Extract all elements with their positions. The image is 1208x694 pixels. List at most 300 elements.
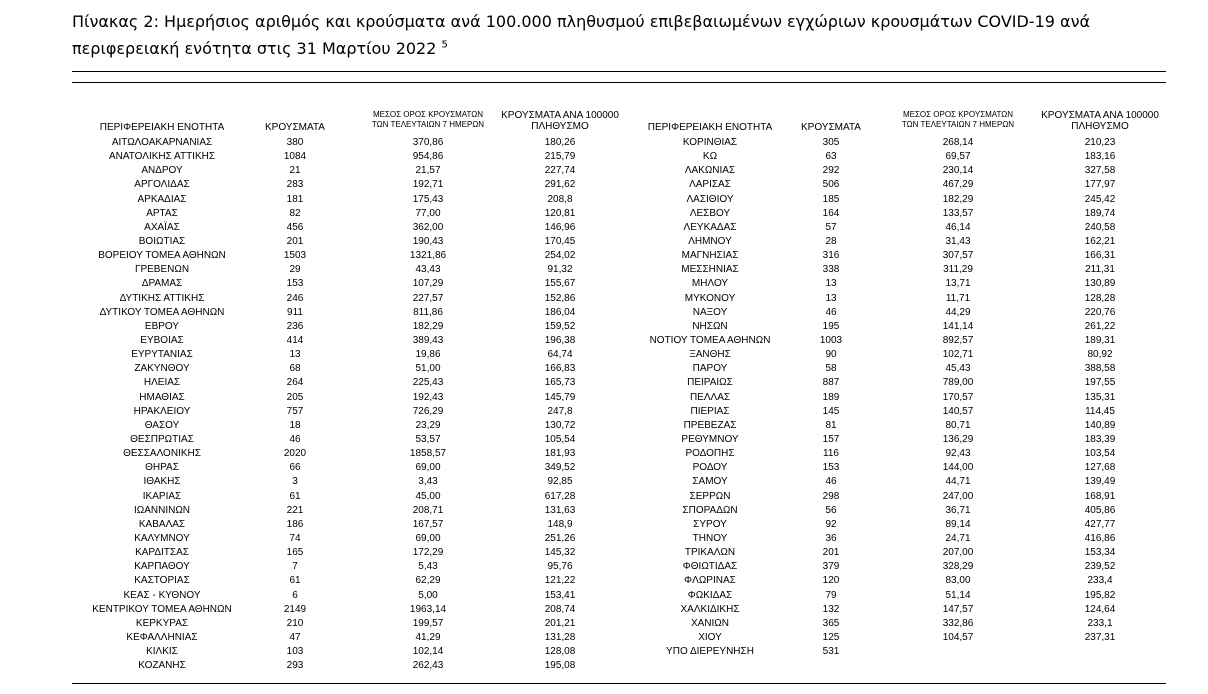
right-unit-cell: ΞΑΝΘΗΣ [689, 349, 731, 361]
left-unit-cell: ΚΕΦΑΛΛΗΝΙΑΣ [126, 631, 198, 643]
left-avg-cell: 370,86 [412, 137, 444, 148]
right-unit-cell: ΥΠΟ ΔΙΕΡΕΥΝΗΣΗ [666, 646, 754, 658]
left-avg-cell: 182,29 [412, 320, 444, 332]
left-cases-cell: 236 [286, 320, 304, 332]
left-per100k-cell: 180,26 [544, 137, 576, 148]
table-row [72, 617, 1166, 631]
left-cases-cell: 210 [286, 617, 304, 629]
left-unit-cell: ΑΧΑΪΑΣ [144, 221, 180, 233]
table-row [72, 292, 1166, 306]
left-unit-cell: ΑΝΔΡΟΥ [141, 165, 183, 177]
right-per100k-cell: 128,28 [1084, 292, 1116, 304]
header-avg-right-line2: ΤΩΝ ΤΕΛΕΥΤΑΙΩΝ 7 ΗΜΕΡΩΝ [901, 120, 1015, 129]
table-top-border [72, 82, 1166, 83]
right-cases-cell: 13 [825, 292, 837, 304]
left-per100k-cell: 196,38 [544, 334, 576, 346]
left-per100k-cell: 215,79 [544, 151, 576, 163]
table-row [72, 207, 1166, 221]
table-header [72, 108, 1166, 136]
header-avg-left [358, 110, 498, 130]
table-row [72, 178, 1166, 192]
left-unit-cell: ΔΥΤΙΚΟΥ ΤΟΜΕΑ ΑΘΗΝΩΝ [99, 306, 225, 318]
right-unit-cell: ΚΟΡΙΝΘΙΑΣ [682, 137, 738, 148]
left-avg-cell: 811,86 [413, 306, 443, 318]
left-unit-cell: ΙΚΑΡΙΑΣ [142, 490, 182, 502]
right-per100k-cell: 197,55 [1084, 377, 1116, 389]
right-avg-cell: 24,71 [945, 532, 971, 544]
right-cases-cell: 292 [822, 165, 840, 177]
right-unit-cell: ΛΑΣΙΘΙΟΥ [686, 193, 734, 205]
left-avg-cell: 107,29 [412, 278, 444, 290]
right-cases-cell: 132 [822, 603, 840, 615]
left-cases-cell: 246 [286, 292, 304, 304]
left-per100k-cell: 131,63 [544, 504, 576, 516]
right-cases-cell: 316 [822, 250, 840, 262]
left-unit-cell: ΔΡΑΜΑΣ [141, 278, 183, 290]
left-cases-cell: 380 [286, 137, 304, 148]
left-avg-cell: 43,43 [415, 264, 441, 276]
left-avg-cell: 175,43 [412, 193, 444, 205]
table-row [72, 490, 1166, 504]
right-avg-cell: 182,29 [942, 193, 974, 205]
right-per100k-cell: 124,64 [1084, 603, 1116, 615]
left-avg-cell: 362,00 [412, 221, 444, 233]
right-per100k-cell: 140,89 [1084, 419, 1116, 431]
right-avg-cell: 328,29 [942, 561, 974, 573]
table-row [72, 362, 1166, 376]
left-avg-cell: 102,14 [412, 646, 444, 658]
table-row [72, 504, 1166, 518]
left-cases-cell: 221 [286, 504, 304, 516]
right-avg-cell: 51,14 [945, 589, 971, 601]
right-unit-cell: ΦΛΩΡΙΝΑΣ [684, 575, 736, 587]
right-cases-cell: 298 [822, 490, 840, 502]
left-per100k-cell: 208,74 [544, 603, 576, 615]
right-cases-cell: 305 [822, 137, 840, 148]
right-cases-cell: 58 [825, 363, 837, 375]
right-per100k-cell: 139,49 [1084, 476, 1116, 488]
right-per100k-cell: 183,16 [1084, 151, 1116, 163]
left-cases-cell: 66 [289, 462, 301, 474]
right-per100k-cell: 210,23 [1084, 137, 1116, 148]
left-avg-cell: 954,86 [412, 151, 444, 163]
right-cases-cell: 63 [825, 151, 837, 163]
table-row [72, 589, 1166, 603]
left-cases-cell: 264 [286, 377, 304, 389]
header-avg-left-line1: ΜΕΣΟΣ ΟΡΟΣ ΚΡΟΥΣΜΑΤΩΝ [372, 110, 484, 119]
right-avg-cell: 307,57 [942, 250, 974, 262]
left-unit-cell: ΖΑΚΥΝΘΟΥ [134, 363, 190, 375]
table-row [72, 603, 1166, 617]
left-cases-cell: 103 [286, 646, 304, 658]
left-per100k-cell: 247,8 [547, 405, 573, 417]
left-cases-cell: 293 [286, 660, 304, 672]
left-avg-cell: 77,00 [415, 207, 441, 219]
right-unit-cell: ΦΩΚΙΔΑΣ [687, 589, 733, 601]
left-avg-cell: 69,00 [415, 532, 441, 544]
left-avg-cell: 23,29 [415, 419, 441, 431]
right-avg-cell: 311,29 [943, 264, 973, 276]
left-avg-cell: 5,00 [418, 589, 438, 601]
header-unit-right: ΠΕΡΙΦΕΡΕΙΑΚΗ ΕΝΟΤΗΤΑ [647, 122, 773, 133]
right-cases-cell: 56 [825, 504, 837, 516]
right-unit-cell: ΧΑΝΙΩΝ [690, 617, 730, 629]
header-per100k-left [492, 110, 628, 132]
table-caption [72, 8, 1172, 62]
table-bottom-border [72, 683, 1166, 684]
right-cases-cell: 36 [825, 532, 837, 544]
left-cases-cell: 2149 [283, 603, 307, 615]
table-row [72, 376, 1166, 390]
table-row [72, 645, 1166, 659]
table-row [72, 546, 1166, 560]
left-per100k-cell: 251,26 [544, 532, 576, 544]
right-avg-cell: 44,29 [945, 306, 971, 318]
right-cases-cell: 28 [825, 235, 837, 247]
left-cases-cell: 61 [289, 490, 301, 502]
right-per100k-cell: 211,31 [1085, 264, 1115, 276]
left-avg-cell: 172,29 [412, 547, 444, 559]
header-per100k-right [1034, 110, 1166, 132]
left-avg-cell: 1963,14 [409, 603, 447, 615]
left-avg-cell: 192,43 [412, 391, 444, 403]
left-cases-cell: 165 [286, 547, 304, 559]
left-avg-cell: 51,00 [415, 363, 441, 375]
right-per100k-cell: 416,86 [1084, 532, 1116, 544]
left-unit-cell: ΙΘΑΚΗΣ [143, 476, 181, 488]
left-per100k-cell: 95,76 [547, 561, 573, 573]
left-avg-cell: 192,71 [412, 179, 444, 191]
left-unit-cell: ΑΡΤΑΣ [146, 207, 178, 219]
right-per100k-cell: 127,68 [1084, 462, 1116, 474]
left-avg-cell: 1321,86 [409, 250, 447, 262]
right-per100k-cell: 153,34 [1084, 547, 1116, 559]
left-per100k-cell: 153,41 [544, 589, 576, 601]
right-unit-cell: ΜΑΓΝΗΣΙΑΣ [681, 250, 739, 262]
left-unit-cell: ΘΕΣΠΡΩΤΙΑΣ [130, 433, 194, 445]
left-per100k-cell: 152,86 [544, 292, 576, 304]
right-unit-cell: ΠΡΕΒΕΖΑΣ [683, 419, 737, 431]
right-per100k-cell: 427,77 [1084, 518, 1116, 530]
left-avg-cell: 21,57 [415, 165, 441, 177]
table-row [72, 136, 1166, 150]
right-avg-cell: 147,57 [942, 603, 974, 615]
left-avg-cell: 208,71 [412, 504, 444, 516]
right-avg-cell: 46,14 [945, 221, 971, 233]
right-cases-cell: 90 [825, 349, 837, 361]
header-cases-right: ΚΡΟΥΣΜΑΤΑ [801, 122, 861, 133]
right-avg-cell: 170,57 [942, 391, 974, 403]
right-avg-cell: 89,14 [945, 518, 971, 530]
left-per100k-cell: 148,9 [547, 518, 573, 530]
left-per100k-cell: 227,74 [544, 165, 576, 177]
right-per100k-cell: 233,1 [1087, 617, 1113, 629]
left-per100k-cell: 195,08 [544, 660, 576, 672]
right-cases-cell: 189 [822, 391, 840, 403]
right-unit-cell: ΧΙΟΥ [698, 631, 722, 643]
left-cases-cell: 201 [286, 235, 304, 247]
right-unit-cell: ΜΕΣΣΗΝΙΑΣ [681, 264, 739, 276]
left-per100k-cell: 145,79 [544, 391, 576, 403]
header-avg-right-line1: ΜΕΣΟΣ ΟΡΟΣ ΚΡΟΥΣΜΑΤΩΝ [902, 110, 1014, 119]
right-cases-cell: 164 [822, 207, 840, 219]
right-cases-cell: 157 [822, 433, 840, 445]
right-unit-cell: ΛΗΜΝΟΥ [688, 235, 732, 247]
left-per100k-cell: 186,04 [544, 306, 576, 318]
left-avg-cell: 1858,57 [409, 448, 447, 460]
left-unit-cell: ΑΡΚΑΔΙΑΣ [137, 193, 187, 205]
left-avg-cell: 726,29 [412, 405, 444, 417]
right-per100k-cell: 114,45 [1085, 405, 1115, 417]
right-avg-cell: 247,00 [942, 490, 974, 502]
left-per100k-cell: 91,32 [547, 264, 573, 276]
right-cases-cell: 46 [825, 306, 837, 318]
table-row [72, 475, 1166, 489]
left-cases-cell: 21 [289, 165, 301, 177]
table-row [72, 277, 1166, 291]
right-cases-cell: 92 [825, 518, 837, 530]
right-unit-cell: ΠΙΕΡΙΑΣ [690, 405, 730, 417]
right-unit-cell: ΜΗΛΟΥ [691, 278, 729, 290]
table-row [72, 532, 1166, 546]
left-cases-cell: 414 [286, 334, 304, 346]
left-avg-cell: 199,57 [412, 617, 444, 629]
left-per100k-cell: 131,28 [544, 631, 576, 643]
left-per100k-cell: 254,02 [544, 250, 576, 262]
right-avg-cell: 69,57 [945, 151, 971, 163]
right-cases-cell: 145 [822, 405, 840, 417]
left-unit-cell: ΚΕΝΤΡΙΚΟΥ ΤΟΜΕΑ ΑΘΗΝΩΝ [92, 603, 232, 615]
right-unit-cell: ΛΑΡΙΣΑΣ [689, 179, 731, 191]
left-per100k-cell: 617,28 [544, 490, 576, 502]
left-per100k-cell: 201,21 [544, 617, 576, 629]
left-cases-cell: 13 [289, 349, 301, 361]
right-cases-cell: 81 [825, 419, 837, 431]
right-unit-cell: ΝΑΞΟΥ [692, 306, 728, 318]
right-cases-cell: 185 [822, 193, 840, 205]
right-per100k-cell: 162,21 [1084, 235, 1116, 247]
left-unit-cell: ΔΥΤΙΚΗΣ ΑΤΤΙΚΗΣ [119, 292, 205, 304]
right-avg-cell: 31,43 [945, 235, 971, 247]
table-row [72, 249, 1166, 263]
left-avg-cell: 5,43 [418, 561, 438, 573]
left-avg-cell: 227,57 [412, 292, 444, 304]
left-avg-cell: 19,86 [415, 349, 441, 361]
right-per100k-cell: 130,89 [1084, 278, 1116, 290]
left-cases-cell: 18 [289, 419, 301, 431]
left-unit-cell: ΘΕΣΣΑΛΟΝΙΚΗΣ [123, 448, 201, 460]
left-cases-cell: 153 [286, 278, 304, 290]
right-avg-cell: 140,57 [942, 405, 974, 417]
right-avg-cell: 789,00 [942, 377, 974, 389]
right-per100k-cell: 168,91 [1084, 490, 1116, 502]
left-per100k-cell: 105,54 [544, 433, 576, 445]
left-unit-cell: ΒΟΙΩΤΙΑΣ [138, 235, 186, 247]
header-avg-right [882, 110, 1034, 130]
right-cases-cell: 365 [822, 617, 840, 629]
right-avg-cell: 144,00 [942, 462, 974, 474]
left-avg-cell: 3,43 [418, 476, 438, 488]
left-cases-cell: 7 [292, 561, 298, 573]
right-cases-cell: 153 [822, 462, 840, 474]
table-row [72, 433, 1166, 447]
right-cases-cell: 125 [822, 631, 840, 643]
right-unit-cell: ΠΕΛΛΑΣ [689, 391, 731, 403]
left-avg-cell: 262,43 [412, 660, 444, 672]
right-avg-cell: 133,57 [942, 207, 974, 219]
right-per100k-cell: 189,74 [1084, 207, 1116, 219]
caption-text: Πίνακας 2: Ημερήσιος αριθμός και κρούσματα ανά 100.000 πληθυσμού επιβεβαιωμένων εγχώριων κρουσμάτων COVID-19 ανά περιφερειακή ενότητα στις 31 Μαρτίου 2022 [72, 12, 1091, 58]
left-per100k-cell: 130,72 [544, 419, 576, 431]
left-per100k-cell: 166,83 [544, 363, 576, 375]
left-unit-cell: ΗΛΕΙΑΣ [143, 377, 181, 389]
header-per100k-right-line1: ΚΡΟΥΣΜΑΤΑ ΑΝΑ 100000 [1041, 110, 1159, 121]
left-unit-cell: ΑΝΑΤΟΛΙΚΗΣ ΑΤΤΙΚΗΣ [108, 151, 216, 163]
left-cases-cell: 186 [286, 518, 304, 530]
table-row [72, 631, 1166, 645]
right-unit-cell: ΧΑΛΚΙΔΙΚΗΣ [680, 603, 740, 615]
right-per100k-cell: 189,31 [1084, 334, 1116, 346]
left-avg-cell: 190,43 [412, 235, 444, 247]
table-row [72, 150, 1166, 164]
right-avg-cell: 36,71 [945, 504, 971, 516]
left-unit-cell: ΚΑΣΤΟΡΙΑΣ [134, 575, 190, 587]
left-unit-cell: ΙΩΑΝΝΙΝΩΝ [133, 504, 191, 516]
left-avg-cell: 167,57 [412, 518, 444, 530]
table-row [72, 221, 1166, 235]
left-avg-cell: 45,00 [415, 490, 441, 502]
header-per100k-left-line1: ΚΡΟΥΣΜΑΤΑ ΑΝΑ 100000 [501, 110, 619, 121]
table-row [72, 235, 1166, 249]
right-cases-cell: 57 [825, 221, 837, 233]
right-cases-cell: 887 [822, 377, 840, 389]
table-row [72, 419, 1166, 433]
right-per100k-cell: 261,22 [1084, 320, 1116, 332]
left-unit-cell: ΚΑΒΑΛΑΣ [138, 518, 186, 530]
right-avg-cell: 92,43 [945, 448, 971, 460]
right-avg-cell: 268,14 [942, 137, 974, 148]
right-per100k-cell: 80,92 [1087, 349, 1113, 361]
left-unit-cell: ΚΕΑΣ - ΚΥΘΝΟΥ [123, 589, 201, 601]
right-avg-cell: 83,00 [945, 575, 971, 587]
footnote-marker: 5 [441, 39, 448, 51]
left-unit-cell: ΕΥΒΟΙΑΣ [140, 334, 184, 346]
left-cases-cell: 6 [292, 589, 298, 601]
left-cases-cell: 47 [289, 631, 301, 643]
right-unit-cell: ΣΕΡΡΩΝ [689, 490, 731, 502]
table-row [72, 659, 1166, 673]
right-avg-cell: 11,71 [945, 292, 971, 304]
right-unit-cell: ΤΗΝΟΥ [692, 532, 728, 544]
left-unit-cell: ΚΕΡΚΥΡΑΣ [135, 617, 189, 629]
right-avg-cell: 44,71 [945, 476, 971, 488]
table-row [72, 391, 1166, 405]
right-avg-cell: 230,14 [942, 165, 974, 177]
table-row [72, 518, 1166, 532]
left-per100k-cell: 159,52 [544, 320, 576, 332]
left-avg-cell: 225,43 [412, 377, 444, 389]
left-cases-cell: 82 [289, 207, 301, 219]
left-unit-cell: ΘΗΡΑΣ [145, 462, 179, 474]
left-cases-cell: 757 [286, 405, 304, 417]
table-row [72, 263, 1166, 277]
left-unit-cell: ΒΟΡΕΙΟΥ ΤΟΜΕΑ ΑΘΗΝΩΝ [98, 250, 226, 262]
header-avg-left-line2: ΤΩΝ ΤΕΛΕΥΤΑΙΩΝ 7 ΗΜΕΡΩΝ [371, 120, 485, 129]
table-row [72, 334, 1166, 348]
left-unit-cell: ΓΡΕΒΕΝΩΝ [134, 264, 190, 276]
right-per100k-cell: 237,31 [1084, 631, 1116, 643]
table-row [72, 306, 1166, 320]
right-cases-cell: 116 [823, 448, 839, 460]
left-cases-cell: 3 [292, 476, 298, 488]
header-unit-left: ΠΕΡΙΦΕΡΕΙΑΚΗ ΕΝΟΤΗΤΑ [99, 122, 225, 133]
right-cases-cell: 13 [825, 278, 837, 290]
right-cases-cell: 531 [822, 646, 840, 658]
left-cases-cell: 1503 [283, 250, 307, 262]
table-row [72, 193, 1166, 207]
left-cases-cell: 181 [286, 193, 304, 205]
right-avg-cell: 141,14 [942, 320, 974, 332]
left-unit-cell: ΑΡΓΟΛΙΔΑΣ [134, 179, 190, 191]
right-unit-cell: ΣΑΜΟΥ [692, 476, 728, 488]
right-avg-cell: 45,43 [945, 363, 971, 375]
right-cases-cell: 195 [822, 320, 840, 332]
table-body [72, 136, 1166, 673]
table-row [72, 447, 1166, 461]
right-avg-cell: 104,57 [942, 631, 974, 643]
right-avg-cell: 892,57 [942, 334, 974, 346]
table-row [72, 560, 1166, 574]
left-unit-cell: ΚΑΡΠΑΘΟΥ [134, 561, 190, 573]
left-cases-cell: 2020 [283, 448, 307, 460]
right-unit-cell: ΛΑΚΩΝΙΑΣ [684, 165, 736, 177]
right-avg-cell: 136,29 [942, 433, 974, 445]
left-unit-cell: ΗΜΑΘΙΑΣ [139, 391, 185, 403]
right-cases-cell: 79 [825, 589, 837, 601]
left-cases-cell: 61 [289, 575, 301, 587]
right-unit-cell: ΛΕΥΚΑΔΑΣ [683, 221, 737, 233]
left-per100k-cell: 120,81 [544, 207, 576, 219]
left-unit-cell: ΚΟΖΑΝΗΣ [138, 660, 186, 672]
left-per100k-cell: 128,08 [544, 646, 576, 658]
right-per100k-cell: 220,76 [1084, 306, 1116, 318]
left-per100k-cell: 349,52 [544, 462, 576, 474]
left-per100k-cell: 146,96 [544, 221, 576, 233]
left-unit-cell: ΕΒΡΟΥ [144, 320, 180, 332]
left-unit-cell: ΑΙΤΩΛΟΑΚΑΡΝΑΝΙΑΣ [111, 137, 213, 148]
left-per100k-cell: 145,32 [544, 547, 576, 559]
right-cases-cell: 379 [822, 561, 840, 573]
left-cases-cell: 911 [287, 306, 303, 318]
left-per100k-cell: 92,85 [547, 476, 573, 488]
header-per100k-left-line2: ΠΛΗΘΥΣΜΟ [531, 121, 589, 132]
right-per100k-cell: 177,97 [1084, 179, 1116, 191]
right-per100k-cell: 405,86 [1084, 504, 1116, 516]
left-unit-cell: ΘΑΣΟΥ [144, 419, 180, 431]
right-per100k-cell: 183,39 [1084, 433, 1116, 445]
right-unit-cell: ΜΥΚΟΝΟΥ [684, 292, 736, 304]
left-cases-cell: 68 [289, 363, 301, 375]
right-cases-cell: 1003 [819, 334, 843, 346]
table-row [72, 574, 1166, 588]
right-cases-cell: 201 [822, 547, 840, 559]
right-unit-cell: ΠΑΡΟΥ [692, 363, 728, 375]
left-avg-cell: 62,29 [415, 575, 441, 587]
right-avg-cell: 207,00 [942, 547, 974, 559]
right-cases-cell: 46 [825, 476, 837, 488]
left-unit-cell: ΚΑΛΥΜΝΟΥ [134, 532, 190, 544]
table-row [72, 348, 1166, 362]
